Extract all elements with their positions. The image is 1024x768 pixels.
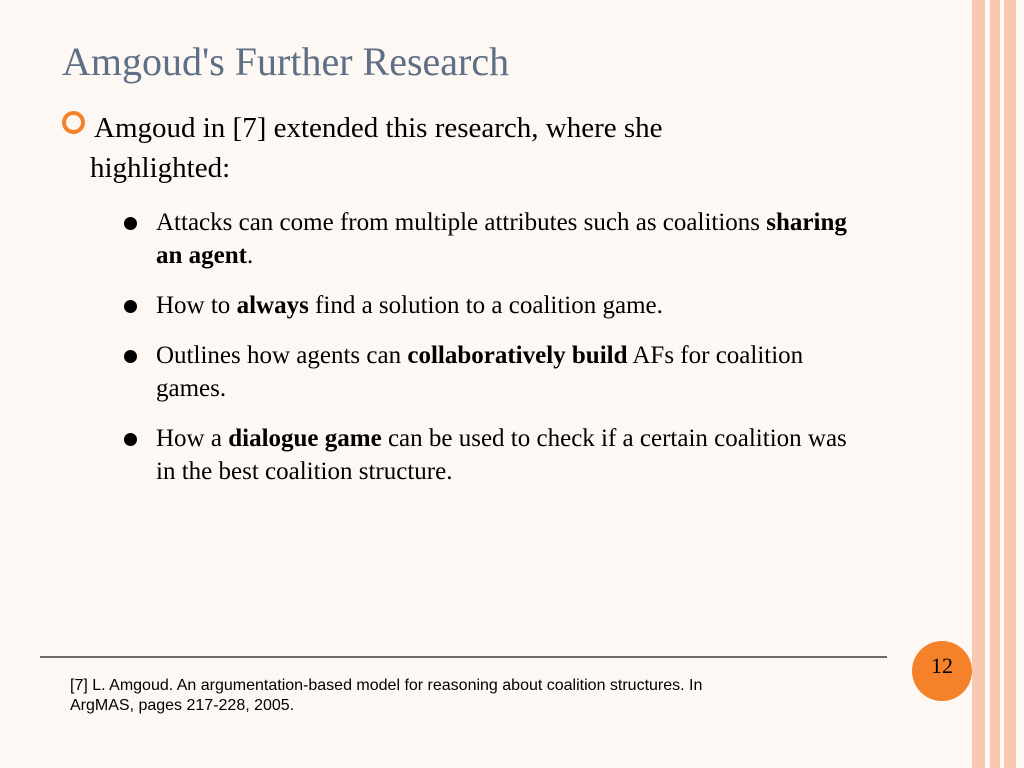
bullet-emphasis: dialogue game <box>228 425 382 452</box>
list-item <box>122 289 862 322</box>
bullet-emphasis: sharing an agent <box>156 209 847 269</box>
decorative-stripe <box>990 0 1000 768</box>
sub-bullet-list <box>122 206 862 505</box>
list-item <box>122 206 862 272</box>
bullet-text: AFs for coalition games. <box>156 342 804 402</box>
bullet-text: How a <box>156 425 229 452</box>
lead-bullet <box>62 108 902 188</box>
bullet-text: find a solution to a coalition game. <box>308 292 663 319</box>
decorative-stripe <box>1004 0 1016 768</box>
lead-text-line1: Amgoud in [7] extended this research, where she <box>94 112 663 144</box>
dot-bullet-icon <box>124 433 137 446</box>
dot-bullet-icon <box>124 350 137 363</box>
footer-divider <box>40 656 887 658</box>
bullet-emphasis: always <box>236 292 309 319</box>
bullet-text: Attacks can come from multiple attributes such as coalitions <box>156 209 767 236</box>
bullet-emphasis: collaboratively build <box>407 342 628 369</box>
dot-bullet-icon <box>124 217 137 230</box>
list-item <box>122 422 862 488</box>
decorative-stripe <box>972 0 985 768</box>
dot-bullet-icon <box>124 300 137 313</box>
bullet-text: How to <box>156 292 237 319</box>
footnote: [7] L. Amgoud. An argumentation-based model for reasoning about coalition structures. In ArgMAS, pages 217-228, 2005. <box>70 677 703 714</box>
page-number: 12 <box>931 653 953 678</box>
circle-bullet-icon <box>62 111 85 134</box>
bullet-text: can be used to check if a certain coalition was in the best coalition structure. <box>156 425 847 485</box>
decorative-stripe <box>1016 0 1024 768</box>
lead-text-line2: highlighted: <box>90 152 231 184</box>
bullet-text: . <box>246 242 254 269</box>
page-number-badge <box>912 641 972 701</box>
slide-title: Amgoud's Further Research <box>62 39 510 84</box>
bullet-text: Outlines how agents can <box>156 342 408 369</box>
list-item <box>122 339 862 405</box>
